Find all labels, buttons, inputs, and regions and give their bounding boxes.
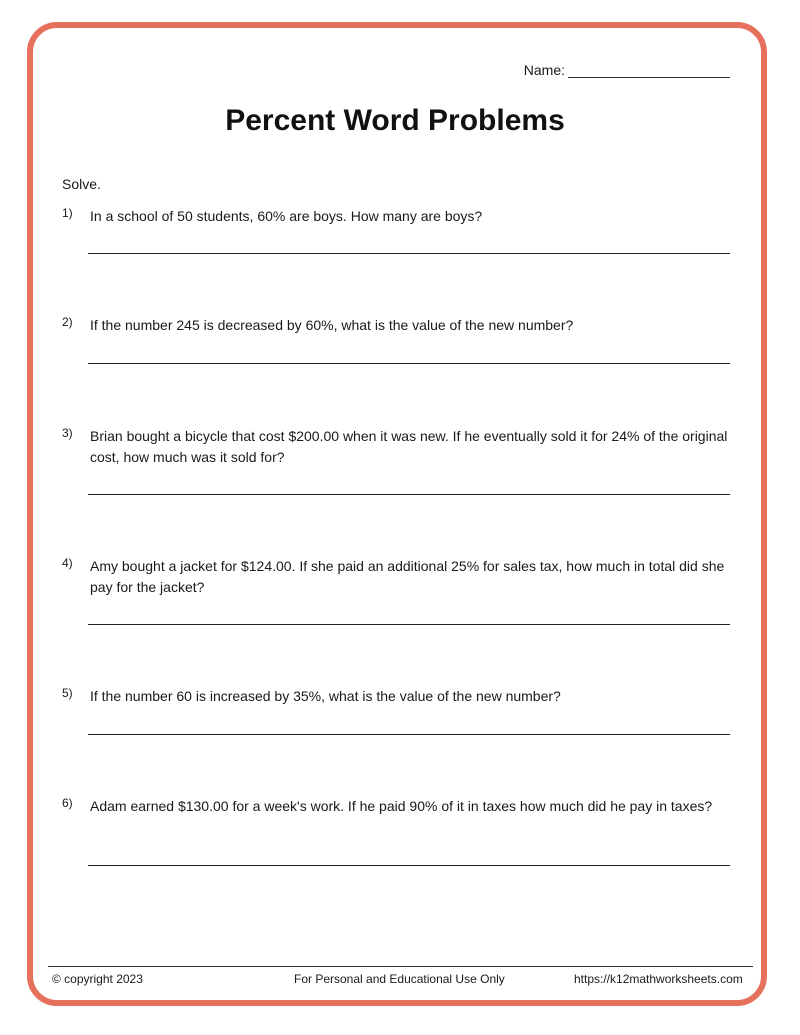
problem-text: In a school of 50 students, 60% are boys. How many are boys?	[90, 208, 483, 224]
page-title: Percent Word Problems	[225, 104, 565, 137]
problem-text: Adam earned $130.00 for a week's work. If he paid 90% of it in taxes how much did he pay in taxes?	[90, 798, 713, 814]
problem-number: 2)	[62, 315, 73, 329]
answer-line[interactable]	[88, 363, 730, 364]
answer-line[interactable]	[88, 734, 730, 735]
footer-divider	[48, 966, 753, 967]
answer-line[interactable]	[88, 494, 730, 495]
problem-number: 4)	[62, 556, 73, 570]
footer-copyright: © copyright 2023	[52, 972, 143, 986]
page-border	[27, 22, 767, 1006]
name-label: Name:	[523, 62, 565, 78]
problem-number: 6)	[62, 796, 73, 810]
problem-text: Brian bought a bicycle that cost $200.00 when it was new. If he eventually sold it for 24% of the original cost, how much was it sold for?	[90, 428, 728, 465]
problem-text: If the number 60 is increased by 35%, what is the value of the new number?	[90, 688, 561, 704]
name-field	[524, 62, 730, 78]
answer-line[interactable]	[88, 253, 730, 254]
problem-number: 1)	[62, 206, 73, 220]
problem-text: If the number 245 is decreased by 60%, what is the value of the new number?	[90, 317, 574, 333]
problem-number: 5)	[62, 686, 73, 700]
problem-text: Amy bought a jacket for $124.00. If she paid an additional 25% for sales tax, how much in total did she pay for the jacket?	[90, 558, 725, 595]
footer-usage: For Personal and Educational Use Only	[294, 972, 505, 986]
problem-number: 3)	[62, 426, 73, 440]
answer-line[interactable]	[88, 865, 730, 866]
footer-url[interactable]: https://k12mathworksheets.com	[574, 972, 743, 986]
name-blank[interactable]	[568, 63, 730, 78]
answer-line[interactable]	[88, 624, 730, 625]
instruction-text: Solve.	[62, 176, 101, 192]
